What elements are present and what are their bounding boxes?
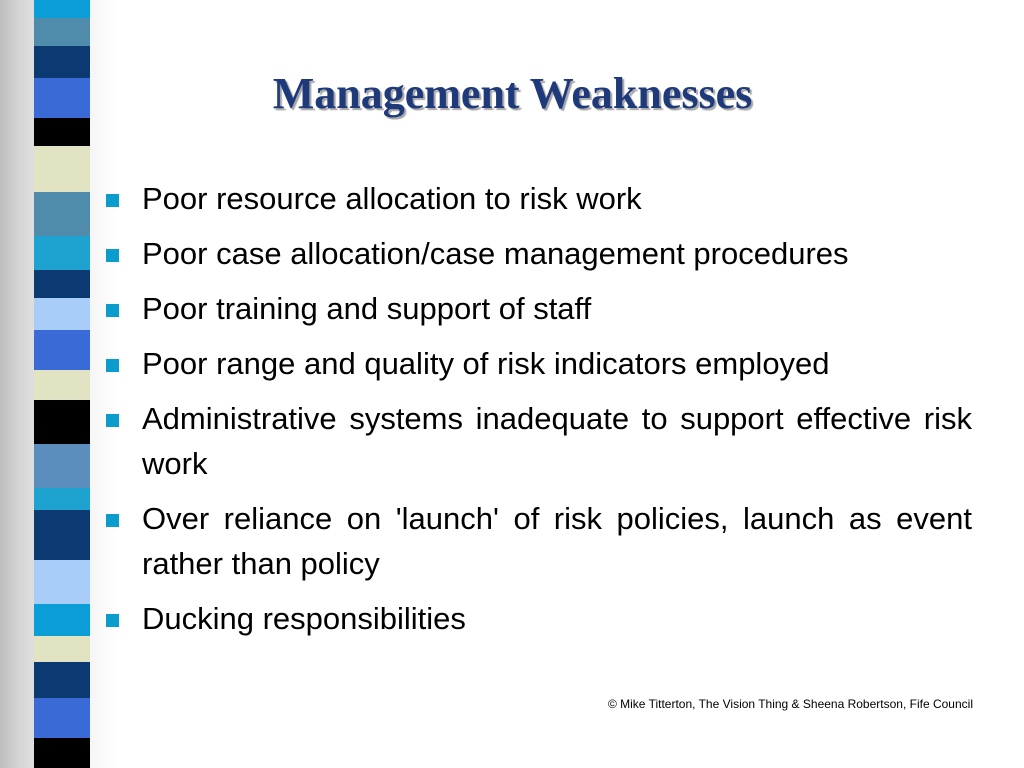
bullet-item [104,496,972,586]
stripe [34,604,90,636]
bullet-item [104,286,972,331]
stripe [34,636,90,662]
stripe [34,698,90,738]
stripe [34,560,90,604]
stripe [34,298,90,330]
bullet-item [104,396,972,486]
bullet-text: Ducking responsibilities [142,601,466,636]
bullet-list [104,176,972,651]
decorative-stripe-bar [34,0,90,768]
stripe [34,738,90,768]
bullet-item [104,176,972,221]
stripe [34,118,90,146]
stripe [34,330,90,370]
stripe [34,510,90,560]
square-bullet-icon [106,614,119,627]
square-bullet-icon [106,194,119,207]
bullet-text: Poor case allocation/case management procedures [142,236,849,271]
bullet-text: Poor training and support of staff [142,291,592,326]
square-bullet-icon [106,514,119,527]
stripe [34,192,90,236]
stripe [34,78,90,118]
bullet-item [104,341,972,386]
stripe [34,236,90,270]
square-bullet-icon [106,304,119,317]
stripe [34,46,90,78]
copyright-footer: © Mike Titterton, The Vision Thing & Sheena Robertson, Fife Council [607,697,973,711]
square-bullet-icon [106,249,119,262]
square-bullet-icon [106,414,119,427]
bullet-item [104,596,972,641]
bullet-text: Over reliance on 'launch' of risk policies, launch as event rather than policy [142,501,972,581]
stripe [34,0,90,18]
bullet-text: Poor resource allocation to risk work [142,181,642,216]
bullet-text: Poor range and quality of risk indicators employed [142,346,830,381]
bullet-item [104,231,972,276]
stripe [34,370,90,400]
stripe [34,18,90,46]
stripe [34,488,90,510]
stripe [34,444,90,488]
stripe [34,662,90,698]
stripe [34,270,90,298]
slide-title: Management Weaknesses [272,69,753,118]
bullet-text: Administrative systems inadequate to support effective risk work [142,401,972,481]
square-bullet-icon [106,359,119,372]
stripe [34,400,90,444]
stripe [34,146,90,192]
